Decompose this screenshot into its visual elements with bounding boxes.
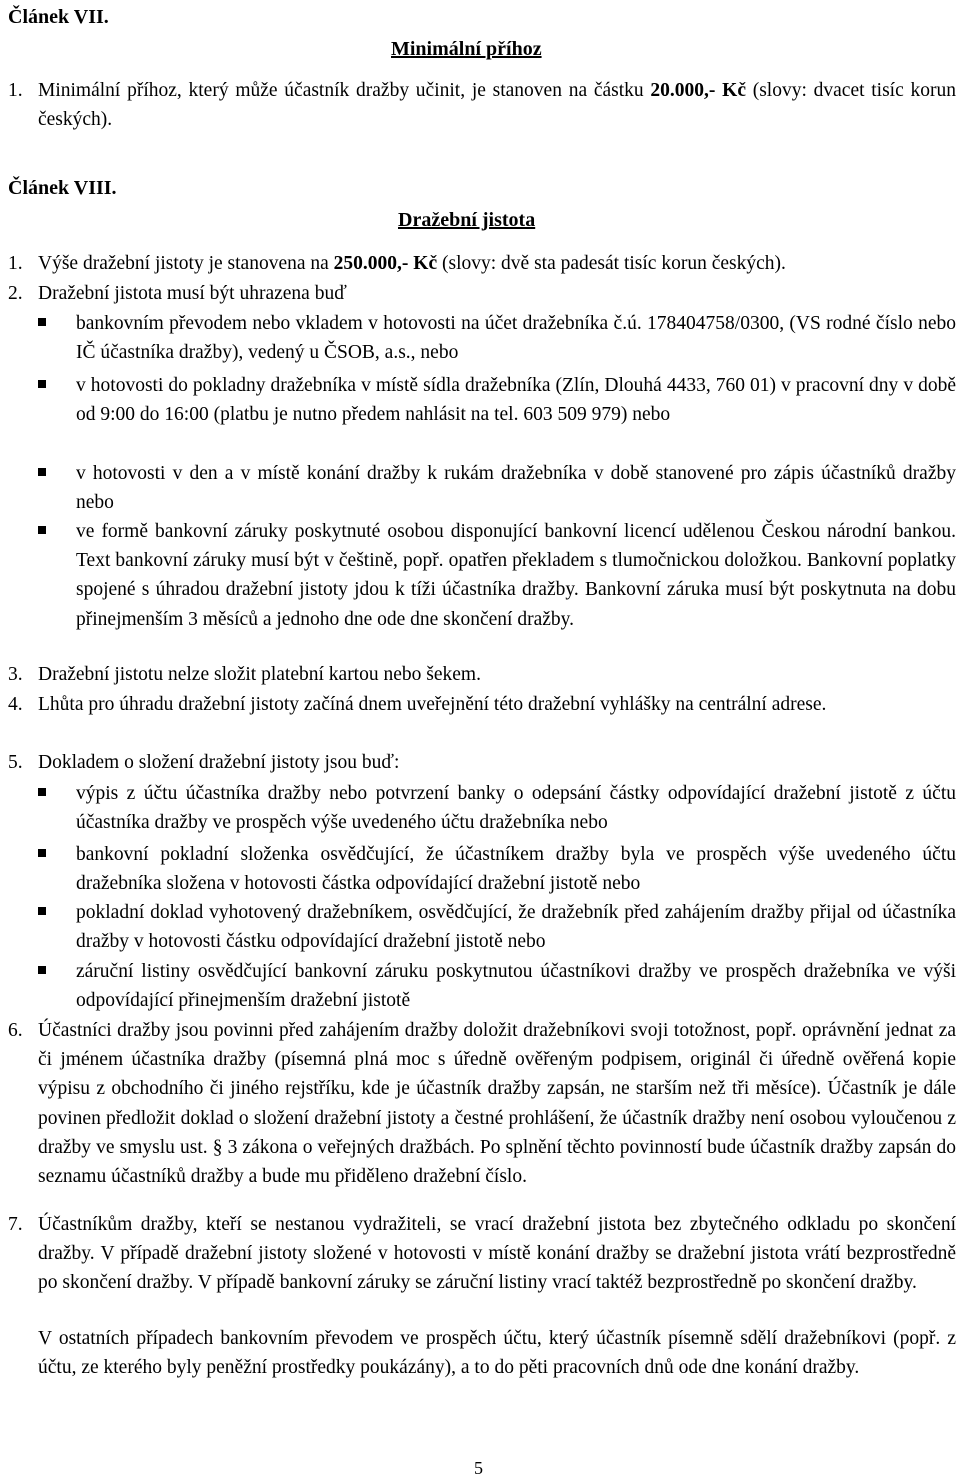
paragraph-text: Minimální příhoz, který může účastník dražby učinit, je stanoven na částku 20.000,- Kč (slovy: dvacet tisíc korun českých). (38, 80, 956, 131)
article-7-title: Minimální příhoz (391, 38, 542, 60)
amount: 20.000,- Kč (650, 80, 746, 101)
list-item: v hotovosti v den a v místě konání dražby k rukám dražebníka v době stanovené pro zápis účastníků dražby nebo (38, 459, 956, 517)
bullet-icon (38, 318, 46, 326)
list-item: v hotovosti do pokladny dražebníka v místě sídla dražebníka (Zlín, Dlouhá 4433, 760 01) v pracovní dny v době od 9:00 do 16:00 (platbu je nutno předem nahlásit na tel. 603 509 979) nebo (38, 371, 956, 429)
bullet-icon (38, 380, 46, 388)
article-8-paragraph-2: 2. Dražební jistota musí být uhrazena buď (8, 283, 347, 304)
article-8-paragraph-5: 5. Dokladem o složení dražební jistoty jsou buď: (8, 752, 400, 773)
bullet-icon (38, 849, 46, 857)
list-item: výpis z účtu účastníka dražby nebo potvrzení banky o odepsání částky odpovídající dražební jistotě z účtu účastníka dražby ve prospěch výše uvedeného účtu dražebníka nebo (38, 779, 956, 837)
list-item: bankovním převodem nebo vkladem v hotovosti na účet dražebníka č.ú. 178404758/0300, (VS rodné číslo nebo IČ účastníka dražby), vedený u ČSOB, a.s., nebo (38, 309, 956, 367)
article-7-heading: Článek VII. (8, 6, 109, 28)
bullet-icon (38, 788, 46, 796)
page-number: 5 (474, 1458, 483, 1478)
paragraph-text: Výše dražební jistoty je stanovena na 250.000,- Kč (slovy: dvě sta padesát tisíc korun českých). (38, 253, 786, 274)
bullet-icon (38, 526, 46, 534)
article-8-paragraph-1: 1. Výše dražební jistoty je stanovena na 250.000,- Kč (slovy: dvě sta padesát tisíc korun českých). (8, 249, 956, 278)
paragraph-number: 1. (8, 80, 23, 101)
amount: 250.000,- Kč (333, 253, 438, 274)
article-7-paragraph-1 (8, 76, 956, 134)
article-8-paragraph-6: 6. Účastníci dražby jsou povinni před zahájením dražby doložit dražebníkovi svoji totožnost, popř. oprávnění jednat za či jménem účastníka dražby (písemná plná moc s úředně ověřeným podpisem, originál či úředně ověřená kopie výpisu z obchodního či jiného rejstříku, kde je účastník dražby zapsán, ne starším než tři měsíce). Účastník je dále povinen předložit doklad o složení dražební jistoty a čestné prohlášení, že účastník dražby není osobou vyloučenou z dražby ve smyslu ust. § 3 zákona o veřejných dražbách. Po splnění těchto povinností bude účastník dražby zapsán do seznamu účastníků dražby a bude mu přiděleno dražební číslo. (8, 1020, 956, 1188)
list-item: ve formě bankovní záruky poskytnuté osobou disponující bankovní licencí udělenou Českou národní bankou. Text bankovní záruky musí být v češtině, popř. opatřen překladem s tlumočnickou doložkou. Bankovní poplatky spojené s úhradou dražební jistoty jdou k tíži účastníka dražby. Bankovní záruka musí být poskytnuta na dobu přinejmenším 3 měsíců a jednoho dne ode dne skončení dražby. (38, 517, 956, 634)
article-8-title: Dražební jistota (398, 209, 536, 231)
bullet-icon (38, 468, 46, 476)
list-item: pokladní doklad vyhotovený dražebníkem, osvědčující, že dražebník před zahájením dražby přijal od účastníka dražby v hotovosti částku odpovídající dražební jistotě nebo (38, 898, 956, 956)
bullet-icon (38, 966, 46, 974)
article-8-paragraph-3: 3. Dražební jistotu nelze složit platební kartou nebo šekem. (8, 664, 481, 685)
bullet-icon (38, 907, 46, 915)
article-8-paragraph-7: 7. Účastníkům dražby, kteří se nestanou vydražiteli, se vrací dražební jistota bez zbytečného odkladu po skončení dražby. V případě dražební jistoty složené v hotovosti v místě konání dražby se dražební jistota vrátí bezprostředně po skončení dražby. V případě bankovní záruky se záruční listiny vrací taktéž bezprostředně po skončení dražby. (8, 1214, 956, 1294)
list-item: bankovní pokladní složenka osvědčující, že účastníkem dražby byla ve prospěch výše uvedeného účtu dražebníka složena v hotovosti částka odpovídající dražební jistotě nebo (38, 840, 956, 898)
article-8-heading: Článek VIII. (8, 177, 117, 199)
list-item: záruční listiny osvědčující bankovní záruku poskytnutou účastníkovi dražby ve prospěch dražebníka ve výši odpovídající přinejmenším dražební jistotě (38, 957, 956, 1015)
article-8-paragraph-7-continuation: V ostatních případech bankovním převodem ve prospěch účtu, který účastník písemně sdělí dražebníkovi (popř. z účtu, ze kterého byly peněžní prostředky poukázány), a to do pěti pracovních dnů ode dne konání dražby. (38, 1328, 956, 1379)
article-8-paragraph-4: 4. Lhůta pro úhradu dražební jistoty začíná dnem uveřejnění této dražební vyhlášky na centrální adrese. (8, 694, 827, 715)
